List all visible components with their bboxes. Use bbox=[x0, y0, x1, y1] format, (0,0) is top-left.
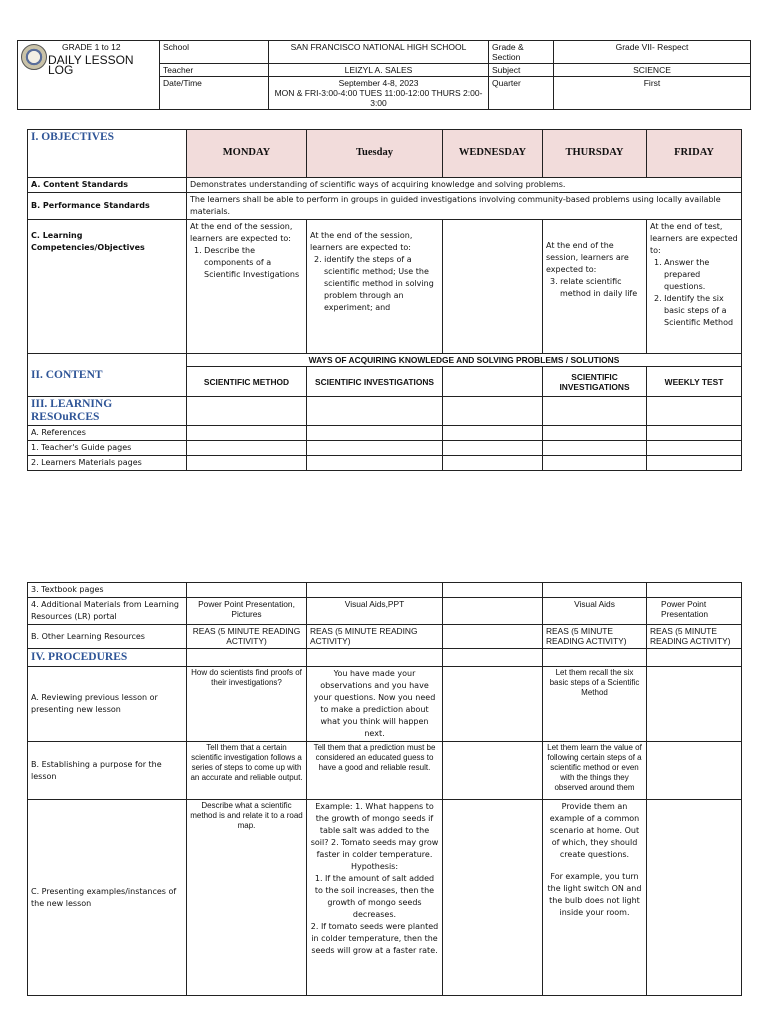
day-wednesday: WEDNESDAY bbox=[443, 130, 543, 178]
content-heading: II. CONTENT bbox=[28, 354, 187, 397]
content-thursday: SCIENTIFIC INVESTIGATIONS bbox=[543, 367, 647, 397]
additional-friday: Power Point Presentation bbox=[647, 598, 742, 625]
additional-materials-label: 4. Additional Materials from Learning Resources (LR) portal bbox=[28, 598, 187, 625]
tuesday-hypothesis-1: 1. If the amount of salt added to the soil increases, then the growth of mongo seeds decreases. bbox=[314, 874, 435, 919]
competencies-label: C. Learning Competencies/Objectives bbox=[28, 220, 187, 354]
competencies-tuesday bbox=[307, 220, 443, 354]
other-friday: REAS (5 MINUTE READING ACTIVITY) bbox=[647, 625, 742, 649]
procedures-table bbox=[27, 582, 742, 996]
other-tuesday: REAS (5 MINUTE READING ACTIVITY) bbox=[307, 625, 443, 649]
competencies-monday bbox=[187, 220, 307, 354]
grade-range: GRADE 1 to 12 bbox=[62, 42, 121, 52]
procedure-a-monday: How do scientists find proofs of their investigations? bbox=[187, 667, 307, 742]
procedure-c-label: C. Presenting examples/instances of the new lesson bbox=[28, 800, 187, 996]
procedure-c-monday: Describe what a scientific method is and relate it to a road map. bbox=[187, 800, 307, 996]
tuesday-example: Example: 1. What happens to the growth of mongo seeds if table salt was added to the soil? 2. Tomato seeds may grow faster in colder temperature. bbox=[310, 802, 439, 859]
references-label: A. References bbox=[28, 426, 187, 441]
procedure-a-thursday: Let them recall the six basic steps of a Scientific Method bbox=[543, 667, 647, 742]
content-wednesday bbox=[443, 367, 543, 397]
day-thursday: THURSDAY bbox=[543, 130, 647, 178]
thursday-intro: At the end of the session, learners are expected to: bbox=[546, 241, 629, 274]
content-standards-label: A. Content Standards bbox=[28, 178, 187, 193]
day-monday: MONDAY bbox=[187, 130, 307, 178]
friday-objective-1: 1. Answer the prepared questions. bbox=[654, 258, 710, 291]
grade-section: Grade VII- Respect bbox=[554, 41, 751, 64]
additional-monday: Power Point Presentation, Pictures bbox=[187, 598, 307, 625]
procedure-b-monday: Tell them that a certain scientific investigation follows a series of steps to come up with an accurate and reliable output. bbox=[187, 742, 307, 800]
procedure-c-thursday bbox=[543, 800, 647, 996]
additional-tuesday: Visual Aids,PPT bbox=[307, 598, 443, 625]
thursday-scenario: Provide them an example of a common scenario at home. Out of which, they should create questions. bbox=[549, 802, 640, 859]
other-thursday: REAS (5 MINUTE READING ACTIVITY) bbox=[543, 625, 647, 649]
subject: SCIENCE bbox=[554, 64, 751, 77]
teacher-name: LEIZYL A. SALES bbox=[269, 64, 489, 77]
tuesday-intro: At the end of the session, learners are expected to: bbox=[310, 231, 413, 252]
procedure-a-tuesday: You have made your observations and you have your questions. Now you need to make a prediction about what you think will happen next. bbox=[307, 667, 443, 742]
textbook-label: 3. Textbook pages bbox=[28, 583, 187, 598]
procedure-c-tuesday bbox=[307, 800, 443, 996]
additional-thursday: Visual Aids bbox=[543, 598, 647, 625]
tuesday-hypothesis-title: Hypothesis: bbox=[350, 862, 399, 871]
teachers-guide-label: 1. Teacher's Guide pages bbox=[28, 441, 187, 456]
day-friday: FRIDAY bbox=[647, 130, 742, 178]
friday-objective-2: 2. Identify the six basic steps of a Scientific Method bbox=[654, 294, 734, 327]
objectives-table bbox=[27, 129, 742, 471]
quarter-label: Quarter bbox=[489, 77, 554, 110]
performance-standards-label: B. Performance Standards bbox=[28, 193, 187, 220]
friday-intro: At the end of test, learners are expected to: bbox=[650, 222, 738, 255]
school-label: School bbox=[160, 41, 269, 64]
time-schedule: MON & FRI-3:00-4:00 TUES 11:00-12:00 THURS 2:00-3:00 bbox=[274, 88, 483, 108]
thursday-example: For example, you turn the light switch ON and the bulb does not light inside your room. bbox=[547, 872, 642, 917]
lesson-log-header bbox=[17, 40, 751, 110]
log-title: DAILY LESSON LOG bbox=[48, 53, 134, 77]
content-friday: WEEKLY TEST bbox=[647, 367, 742, 397]
subject-label: Subject bbox=[489, 64, 554, 77]
content-banner: WAYS OF ACQUIRING KNOWLEDGE AND SOLVING PROBLEMS / SOLUTIONS bbox=[187, 354, 742, 367]
competencies-wednesday bbox=[443, 220, 543, 354]
competencies-thursday bbox=[543, 220, 647, 354]
other-resources-label: B. Other Learning Resources bbox=[28, 625, 187, 649]
other-monday: REAS (5 MINUTE READING ACTIVITY) bbox=[187, 625, 307, 649]
grade-section-label: Grade & Section bbox=[489, 41, 554, 64]
monday-objective: 1. Describe the components of a Scientific Investigations bbox=[194, 246, 300, 279]
procedure-b-thursday: Let them learn the value of following certain steps of a scientific method or even with the things they observed around them bbox=[543, 742, 647, 800]
procedure-b-tuesday: Tell them that a prediction must be considered an educated guess to have a good and reliable result. bbox=[307, 742, 443, 800]
objectives-heading: I. OBJECTIVES bbox=[28, 130, 187, 178]
teacher-label: Teacher bbox=[160, 64, 269, 77]
monday-intro: At the end of the session, learners are expected to: bbox=[190, 222, 293, 243]
tuesday-hypothesis-2: 2. If tomato seeds were planted in colder temperature, then the seeds will grow at a faster rate. bbox=[310, 922, 439, 955]
resources-heading: III. LEARNING RESOuRCES bbox=[28, 397, 187, 426]
thursday-objective: 3. relate scientific method in daily life bbox=[550, 277, 638, 298]
header-brand bbox=[18, 41, 160, 110]
content-monday: SCIENTIFIC METHOD bbox=[187, 367, 307, 397]
performance-standards: The learners shall be able to perform in groups in guided investigations involving community-based problems using locally available materials. bbox=[187, 193, 742, 220]
tuesday-objective: 2. identify the steps of a scientific method; Use the scientific method in solving problem through an experiment; and bbox=[314, 255, 434, 312]
content-standards: Demonstrates understanding of scientific ways of acquiring knowledge and solving problems. bbox=[187, 178, 742, 193]
learners-materials-label: 2. Learners Materials pages bbox=[28, 456, 187, 471]
procedure-a-label: A. Reviewing previous lesson or presenting new lesson bbox=[28, 667, 187, 742]
competencies-friday bbox=[647, 220, 742, 354]
datetime-label: Date/Time bbox=[160, 77, 269, 110]
procedures-heading: IV. PROCEDURES bbox=[28, 649, 187, 667]
procedure-b-label: B. Establishing a purpose for the lesson bbox=[28, 742, 187, 800]
deped-seal-icon bbox=[21, 44, 47, 70]
quarter: First bbox=[554, 77, 751, 110]
datetime-value bbox=[269, 77, 489, 110]
content-tuesday: SCIENTIFIC INVESTIGATIONS bbox=[307, 367, 443, 397]
date: September 4-8, 2023 bbox=[338, 78, 419, 88]
school-name: SAN FRANCISCO NATIONAL HIGH SCHOOL bbox=[269, 41, 489, 64]
day-tuesday: Tuesday bbox=[307, 130, 443, 178]
